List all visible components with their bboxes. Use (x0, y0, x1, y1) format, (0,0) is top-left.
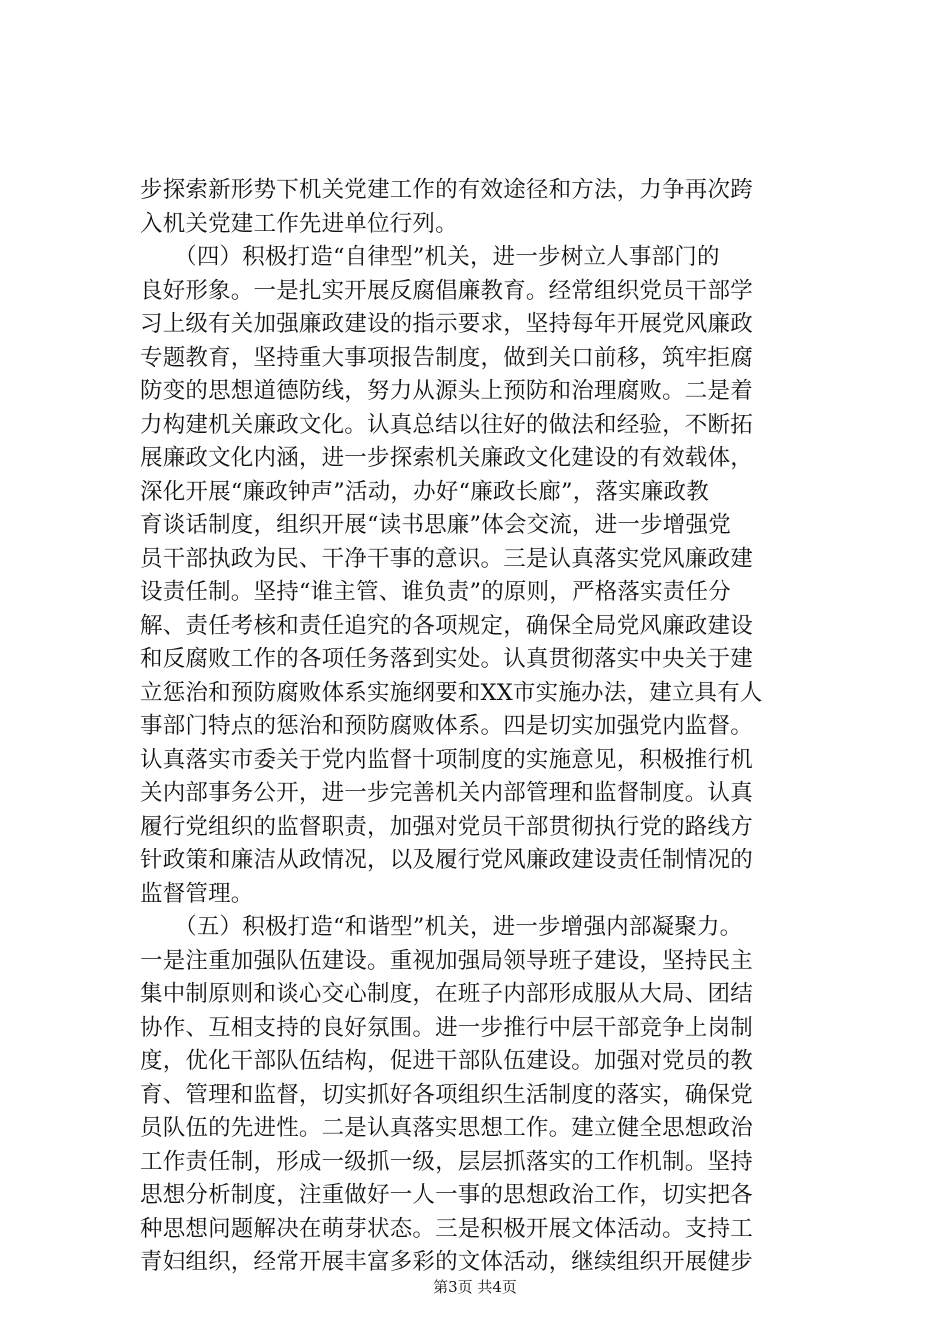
text-line: 展廉政文化内涵，进一步探索机关廉政文化建设的有效载体， (140, 445, 753, 471)
text-line: 入机关党建工作先进单位行列。 (140, 210, 458, 237)
text-line: （五）积极打造“和谐型”机关，进一步增强内部凝聚力。 (140, 914, 743, 940)
text-line: 履行党组织的监督职责，加强对党员干部贯彻执行党的路线方 (140, 813, 753, 840)
body-text (140, 174, 840, 1280)
text-line: 育谈话制度，组织开展“读书思廉”体会交流，进一步增强党 (140, 512, 731, 538)
text-line: 员干部执政为民、干净干事的意识。三是认真落实党风廉政建 (140, 545, 753, 572)
text-line: 专题教育，坚持重大事项报告制度，做到关口前移，筑牢拒腐 (140, 344, 753, 371)
text-line: 一是注重加强队伍建设。重视加强局领导班子建设，坚持民主 (140, 947, 753, 974)
text-line: 协作、互相支持的良好氛围。进一步推行中层干部竞争上岗制 (140, 1014, 753, 1041)
text-line: 员队伍的先进性。二是认真落实思想工作。建立健全思想政治 (140, 1115, 753, 1141)
text-line: 步探索新形势下机关党建工作的有效途径和方法，力争再次跨 (140, 177, 753, 203)
text-line: 育、管理和监督，切实抓好各项组织生活制度的落实，确保党 (140, 1081, 753, 1108)
text-line: 关内部事务公开，进一步完善机关内部管理和监督制度。认真 (140, 780, 753, 806)
text-line: 防变的思想道德防线，努力从源头上预防和治理腐败。二是着 (140, 378, 753, 404)
page-number-footer: 第3页 共4页 (433, 1278, 517, 1296)
text-line: 解、责任考核和责任追究的各项规定，确保全局党风廉政建设 (140, 612, 753, 639)
text-line: 立惩治和预防腐败体系实施纲要和XX市实施办法，建立具有人 (140, 679, 763, 706)
text-line: 力构建机关廉政文化。认真总结以往好的做法和经验，不断拓 (140, 411, 753, 438)
text-line: 度，优化干部队伍结构，促进干部队伍建设。加强对党员的教 (140, 1048, 753, 1074)
text-line: 设责任制。坚持“谁主管、谁负责”的原则，严格落实责任分 (140, 579, 731, 605)
text-line: 工作责任制，形成一级抓一级，层层抓落实的工作机制。坚持 (140, 1148, 753, 1175)
text-line: 认真落实市委关于党内监督十项制度的实施意见，积极推行机 (140, 746, 753, 773)
text-line: 青妇组织，经常开展丰富多彩的文体活动，继续组织开展健步 (140, 1249, 753, 1275)
text-line: 针政策和廉洁从政情况，以及履行党风廉政建设责任制情况的 (140, 847, 753, 873)
text-line: 思想分析制度，注重做好一人一事的思想政治工作，切实把各 (140, 1182, 753, 1208)
text-line: 深化开展“廉政钟声”活动，办好“廉政长廊”，落实廉政教 (140, 478, 709, 505)
text-line: 集中制原则和谈心交心制度，在班子内部形成服从大局、团结 (140, 981, 753, 1007)
text-line: 良好形象。一是扎实开展反腐倡廉教育。经常组织党员干部学 (140, 277, 753, 304)
text-line: 和反腐败工作的各项任务落到实处。认真贯彻落实中央关于建 (140, 646, 753, 672)
text-line: 监督管理。 (140, 880, 254, 907)
text-line: 事部门特点的惩治和预防腐败体系。四是切实加强党内监督。 (140, 713, 753, 739)
text-line: 习上级有关加强廉政建设的指示要求，坚持每年开展党风廉政 (140, 311, 753, 337)
text-line: （四）积极打造“自律型”机关，进一步树立人事部门的 (140, 244, 720, 270)
text-line: 种思想问题解决在萌芽状态。三是积极开展文体活动。支持工 (140, 1215, 753, 1242)
